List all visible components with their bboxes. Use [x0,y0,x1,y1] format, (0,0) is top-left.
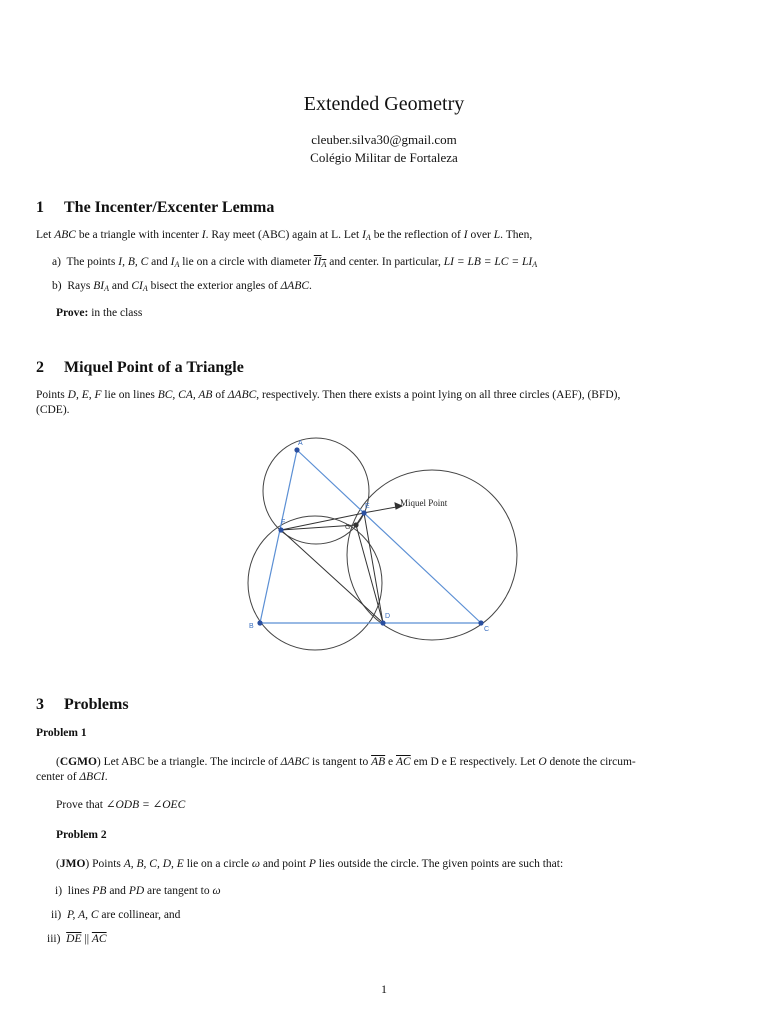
problem-1-prove: Prove that ∠ODB = ∠OEC [56,799,186,811]
problem-2-item-ii: ii) P, A, C are collinear, and [51,909,181,921]
side-ac [297,450,481,623]
label-e: E [365,503,370,510]
page-number: 1 [381,982,387,996]
section-title: Miquel Point of a Triangle [64,359,244,376]
point-b [257,620,262,625]
problem-2-item-iii: iii) $\overline{DE}$ || $\overline{AC}$ [47,933,107,945]
section-number: 2 [36,359,44,376]
section-number: 3 [36,696,44,713]
miquel-figure [245,433,525,655]
lemma-item-b: b) Rays $BI_A$ and $CI_A$ bisect the exterior angles of ΔABC. [52,280,312,293]
segment-fd [281,530,383,623]
label-g: G [345,524,351,531]
section-number: 1 [36,199,44,216]
point-g [353,522,358,527]
label-d: D [385,613,391,620]
point-c [478,620,483,625]
problem-2-statement: (JMO) Points A, B, C, D, E lie on a circle ω and point P lies outside the circle. The given points are such that: [56,858,564,870]
label-a: A [298,440,303,447]
problem-1-statement: (CGMO) Let ABC be a triangle. The incircle of ΔABC is tangent to $\overline{AB}$ e $\overline{AC}$ em D e E respectively. Let O denote the circum- [56,756,636,768]
section-title: The Incenter/Excenter Lemma [64,199,275,216]
author-email: cleuber.silva30@gmail.com [311,132,457,147]
section-1-heading [36,197,274,219]
miquel-statement-cont: (CDE). [36,404,70,416]
circle-cde [347,470,517,640]
label-b: B [249,623,254,630]
problem-2-heading: Problem 2 [56,829,107,841]
segment-gd [356,525,383,623]
label-c: C [484,626,490,633]
point-a [294,447,299,452]
section-title: Problems [64,696,129,713]
problem-2-item-i: i) lines PB and PD are tangent to ω [55,885,221,897]
document-title: Extended Geometry [303,93,465,115]
point-e [361,510,366,515]
section-2-heading [36,357,244,379]
lemma-item-a: a) The points I, B, C and $I_A$ lie on a circle with diameter $II_A$ and center. In particular, LI = LB = LC = $LI_A$ [52,256,538,269]
section-3-heading [36,694,129,716]
point-f [278,527,283,532]
label-f: F [281,519,286,526]
problem-1-heading: Problem 1 [36,727,87,739]
problem-1-statement-cont: center of ΔBCI. [36,771,108,783]
lemma-intro: Let ABC be a triangle with incenter I. Ray meet (ABC) again at L. Let $I_A$ be the reflection of I over L. Then, [36,229,533,242]
author-institution: Colégio Militar de Fortaleza [310,150,458,165]
point-d [380,620,385,625]
miquel-statement: Points D, E, F lie on lines BC, CA, AB of ΔABC, respectively. Then there exists a point lying on all three circles (AEF), (BFD), [36,389,621,401]
lemma-prove: Prove: in the class [56,307,143,319]
label-miquel-point: Miquel Point [400,498,448,508]
